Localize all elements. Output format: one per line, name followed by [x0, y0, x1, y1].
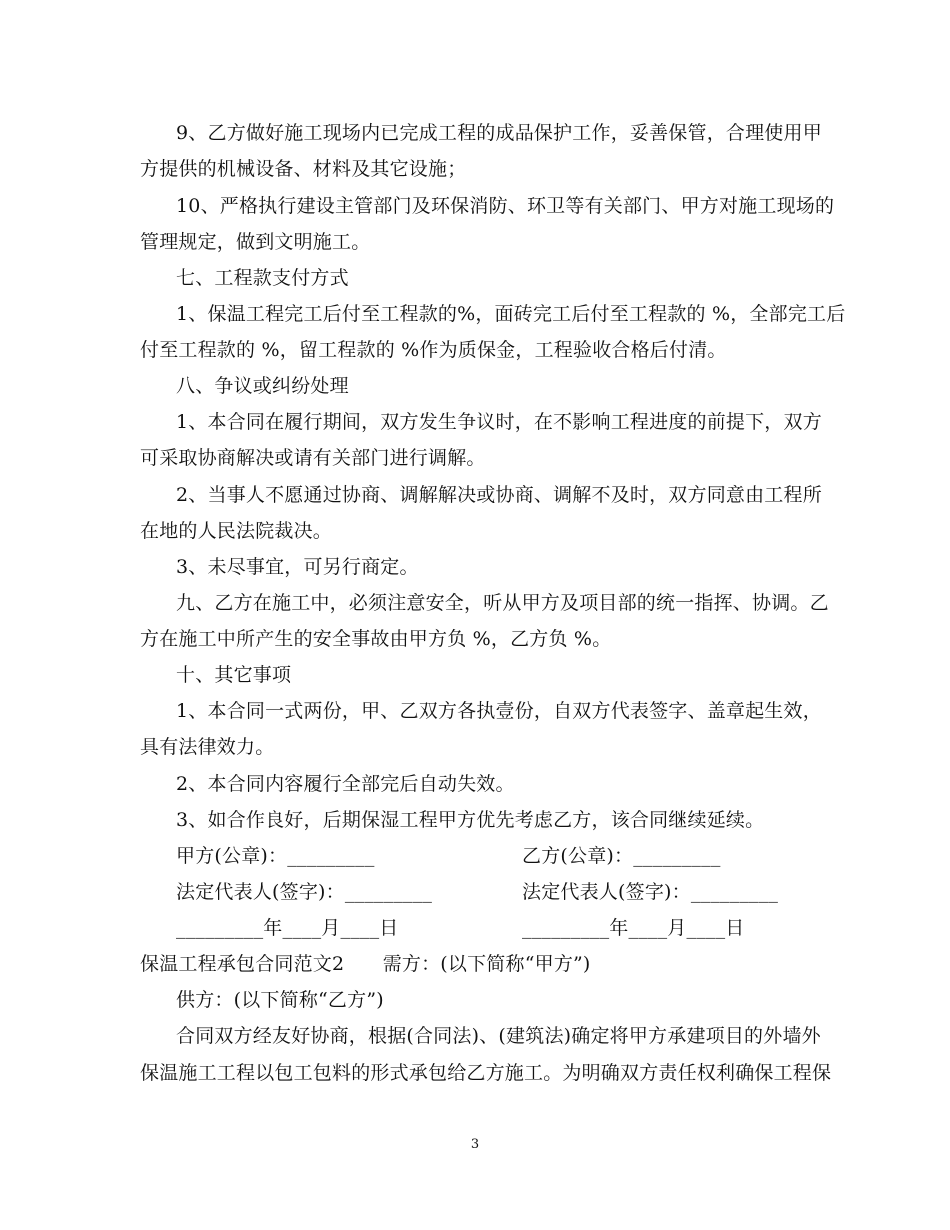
- section-9-line-1: 九、乙方在施工中，必须注意安全，听从甲方及项目部的统一指挥、协调。乙: [176, 592, 829, 614]
- section-10-heading: 十、其它事项: [176, 664, 292, 686]
- party-b-seal-field: 乙方(公章)：_________: [522, 845, 721, 867]
- clause-10-line-2: 管理规定，做到文明施工。: [140, 231, 371, 253]
- dispute-clause-1-line-1: 1、本合同在履行期间，双方发生争议时，在不影响工程进度的前提下，双方: [176, 411, 822, 433]
- party-b-representative-field: 法定代表人(签字)：_________: [522, 881, 779, 903]
- dispute-clause-3: 3、未尽事宜，可另行商定。: [176, 556, 419, 578]
- party-a-date-field: _________年____月____日: [176, 917, 399, 939]
- other-clause-3: 3、如合作良好，后期保湿工程甲方优先考虑乙方，该合同继续延续。: [176, 809, 765, 831]
- preamble-line-1: 合同双方经友好协商，根据(合同法)、(建筑法)确定将甲方承建项目的外墙外: [176, 1025, 821, 1047]
- dispute-clause-1-line-2: 可采取协商解决或请有关部门进行调解。: [140, 447, 486, 469]
- preamble-line-2: 保温施工工程以包工包料的形式承包给乙方施工。为明确双方责任权利确保工程保: [140, 1062, 832, 1084]
- page-number: 3: [470, 1137, 480, 1152]
- other-clause-1-line-1: 1、本合同一式两份，甲、乙双方各执壹份，自双方代表签字、盖章起生效，: [176, 700, 822, 722]
- other-clause-2: 2、本合同内容履行全部完后自动失效。: [176, 773, 515, 795]
- party-a-representative-field: 法定代表人(签字)：_________: [176, 881, 433, 903]
- dispute-clause-2-line-1: 2、当事人不愿通过协商、调解解决或协商、调解不及时，双方同意由工程所: [176, 484, 822, 506]
- section-7-heading: 七、工程款支付方式: [176, 267, 349, 289]
- clause-9-line-2: 方提供的机械设备、材料及其它设施；: [140, 158, 467, 180]
- payment-clause-line-2: 付至工程款的 %，留工程款的 %作为质保金，工程验收合格后付清。: [140, 339, 727, 361]
- other-clause-1-line-2: 具有法律效力。: [140, 736, 275, 758]
- supplier-line: 供方：(以下简称“乙方”): [176, 989, 384, 1011]
- section-9-line-2: 方在施工中所产生的安全事故由甲方负 %，乙方负 %。: [140, 628, 612, 650]
- party-b-date-field: _________年____月____日: [522, 917, 745, 939]
- clause-10-line-1: 10、严格执行建设主管部门及环保消防、环卫等有关部门、甲方对施工现场的: [176, 195, 835, 217]
- next-contract-heading: 保温工程承包合同范文2 需方：(以下简称“甲方”): [140, 953, 591, 975]
- payment-clause-line-1: 1、保温工程完工后付至工程款的%，面砖完工后付至工程款的 %，全部完工后: [176, 303, 846, 325]
- party-a-seal-field: 甲方(公章)：_________: [176, 845, 375, 867]
- dispute-clause-2-line-2: 在地的人民法院裁决。: [140, 520, 333, 542]
- section-8-heading: 八、争议或纠纷处理: [176, 375, 349, 397]
- clause-9-line-1: 9、乙方做好施工现场内已完成工程的成品保护工作，妥善保管，合理使用甲: [176, 122, 822, 144]
